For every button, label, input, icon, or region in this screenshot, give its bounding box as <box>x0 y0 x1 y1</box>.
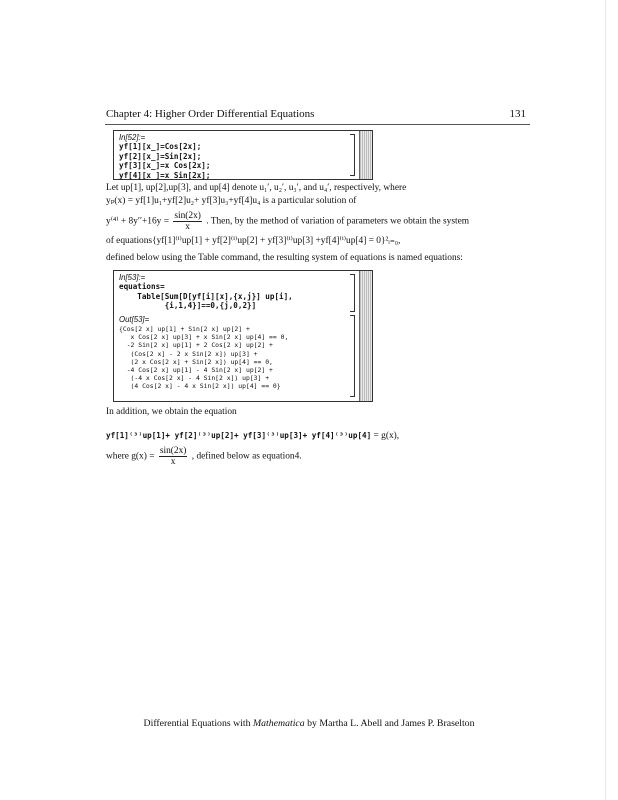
equation-rhs: = g(x), <box>371 431 400 441</box>
cell-bracket[interactable] <box>350 134 355 176</box>
header-rule <box>105 124 530 125</box>
input-cell-52[interactable] <box>113 130 373 180</box>
input-label: In[53]:= <box>119 273 146 282</box>
input-code: equations= Table[Sum[D[yf[i][x],{x,j}] up[i], {i,1,4}]==0,{j,0,2}] <box>119 282 293 311</box>
para-line-4: of equations{yf[1]⁽ⁱ⁾up[1] + yf[2]⁽ⁱ⁾up[2] + yf[3]⁽ⁱ⁾up[3] +yf[4]⁽ⁱ⁾up[4] = 0}²ᵢ₌₀, <box>106 236 401 246</box>
footer-post: by Martha L. Abell and James P. Braselton <box>304 718 475 729</box>
output-bracket[interactable] <box>350 315 355 397</box>
input-label: In[52]:= <box>119 133 146 142</box>
footer-italic: Mathematica <box>252 718 305 729</box>
running-footer <box>0 718 618 729</box>
para-line-3 <box>106 211 469 232</box>
para2-where-line <box>106 446 302 467</box>
page-edge <box>605 0 606 800</box>
ode-lhs: y⁽⁴⁾ + 8y′′+16y = <box>106 216 169 227</box>
chapter-title: Chapter 4: Higher Order Differential Equations <box>106 108 315 120</box>
cell-scrollbar[interactable] <box>359 271 372 401</box>
output-label: Out[53]= <box>119 315 150 324</box>
equation-lhs: yf[1]⁽³⁾up[1]+ yf[2]⁽³⁾up[2]+ yf[3]⁽³⁾up[3]+ yf[4]⁽³⁾up[4] <box>106 431 372 440</box>
footer-pre: Differential Equations with <box>143 718 253 729</box>
page-number: 131 <box>509 108 526 120</box>
para-line-1: Let up[1], up[2],up[3], and up[4] denote u₁′, u₂′, u₃′, and u₄′, respectively, where <box>106 183 407 193</box>
para-line-5: defined below using the Table command, the resulting system of equations is named equations: <box>106 253 463 263</box>
fraction-numerator: sin(2x) <box>159 446 187 456</box>
input-output-cell-53[interactable] <box>113 270 373 402</box>
input-bracket[interactable] <box>350 274 355 312</box>
cell-scrollbar[interactable] <box>359 131 372 179</box>
input-code: yf[1][x_]=Cos[2x]; yf[2][x_]=Sin[2x]; yf[3][x_]=x Cos[2x]; yf[4][x_]=x Sin[2x]; <box>119 142 211 180</box>
fraction-denominator: x <box>170 457 176 467</box>
para2-line-1: In addition, we obtain the equation <box>106 407 237 417</box>
where-text: where g(x) = <box>106 451 155 462</box>
fraction-numerator: sin(2x) <box>174 211 201 221</box>
output-result: {Cos[2 x] up[1] + Sin[2 x] up[2] + x Cos[2 x] up[3] + x Sin[2 x] up[4] == 0, -2 Sin[2 x] up[1] + 2 Cos[2 x] up[2] + (Cos[2 x] - 2 x Sin[2 x]) up[3] + (2 x Cos[2 x] + Sin[2 x]) up[4] == 0, -4 Cos[2 x] up[1] - 4 Sin[2 x] up[2] + (-4 x Cos[2 x] - 4 Sin[2 x]) up[3] + (4 Cos[2 x] - 4 x Sin[2 x]) up[4] == 0} <box>119 325 289 391</box>
equation-line <box>106 430 399 442</box>
para-line-2: yₚ(x) = yf[1]u₁+yf[2]u₂+ yf[3]u₃+yf[4]u₄ is a particular solution of <box>106 196 357 206</box>
fraction-denominator: x <box>185 222 190 232</box>
fraction-g-of-x <box>159 446 188 467</box>
after-fraction-text: , defined below as equation4. <box>191 451 302 462</box>
ode-rhs-text: . Then, by the method of variation of parameters we obtain the system <box>206 216 470 227</box>
fraction-sin2x-over-x <box>173 211 202 232</box>
